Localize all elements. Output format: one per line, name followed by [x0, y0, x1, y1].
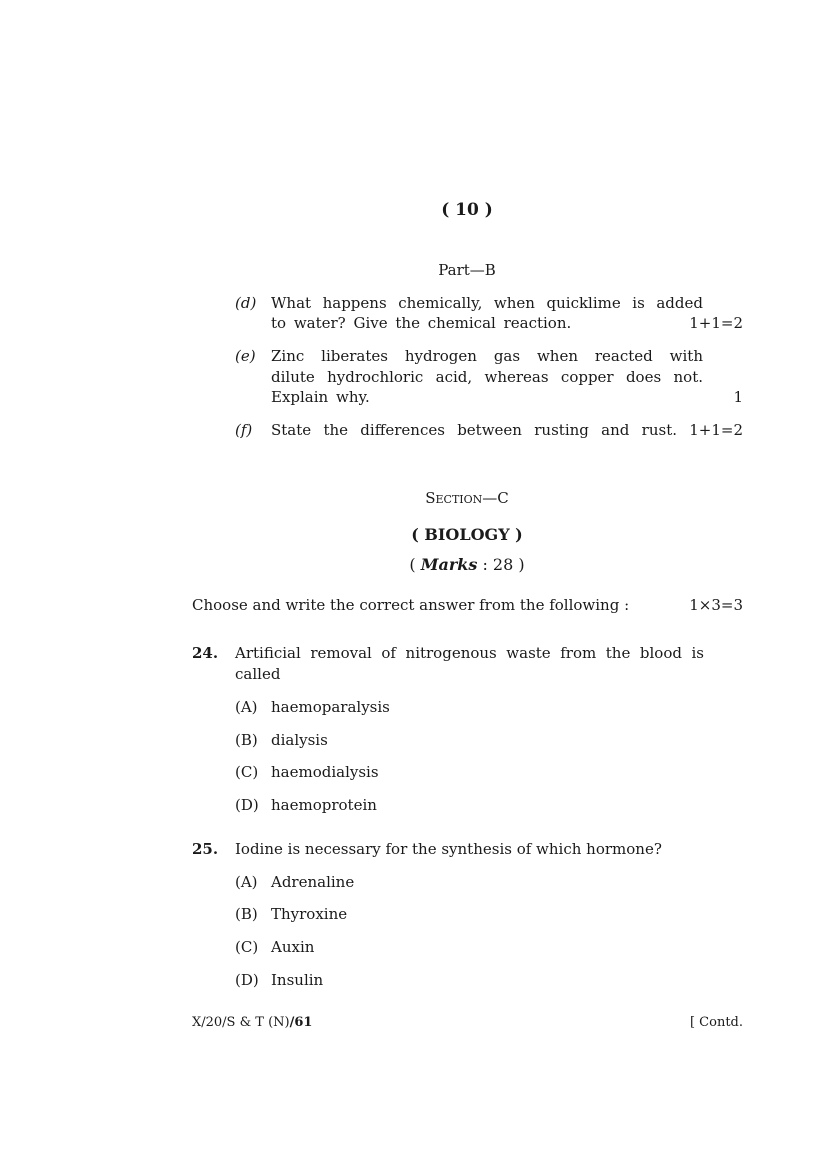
item-marks: 1: [733, 388, 743, 406]
option-label: (B): [235, 905, 258, 923]
question-number: 25.: [192, 840, 219, 858]
marks-value: : 28 ): [482, 555, 525, 574]
instruction-marks: 1×3=3: [689, 596, 743, 614]
question-text-line: called: [235, 665, 281, 683]
option-text: Adrenaline: [271, 873, 355, 891]
item-label: (d): [235, 294, 257, 312]
option-text: Auxin: [271, 938, 315, 956]
option-text: haemoparalysis: [271, 698, 390, 716]
item-text-line: Explain why.: [271, 388, 370, 406]
item-label: (f): [235, 421, 253, 439]
instruction: Choose and write the correct answer from the following :: [192, 596, 630, 614]
option-label: (A): [235, 873, 258, 891]
question-number: 24.: [192, 644, 219, 662]
option-text: haemoprotein: [271, 796, 377, 814]
option-text: Thyroxine: [271, 905, 348, 923]
item-text-line: to water? Give the chemical reaction.: [271, 314, 572, 332]
question-text-line: Iodine is necessary for the synthesis of which hormone?: [235, 840, 662, 858]
option-text: dialysis: [271, 731, 328, 749]
option-label: (C): [235, 938, 259, 956]
option-text: haemodialysis: [271, 763, 379, 781]
page-number: ( 10 ): [441, 200, 493, 220]
section-title: Section—C: [425, 489, 509, 507]
option-label: (A): [235, 698, 258, 716]
marks-line: ( Marks : 28 ): [409, 555, 525, 574]
question-text-line: Artificial removal of nitrogenous waste from the blood is: [235, 644, 704, 662]
option-text: Insulin: [271, 971, 324, 989]
option-label: (B): [235, 731, 258, 749]
item-label: (e): [235, 347, 256, 365]
subject-title: ( BIOLOGY ): [411, 525, 523, 544]
item-text-line: State the differences between rusting and rust.: [271, 421, 677, 439]
option-label: (C): [235, 763, 259, 781]
option-label: (D): [235, 796, 259, 814]
continued-note: [ Contd.: [689, 1015, 743, 1030]
option-label: (D): [235, 971, 259, 989]
item-text-line: What happens chemically, when quicklime is added: [271, 294, 703, 312]
item-text-line: dilute hydrochloric acid, whereas copper does not.: [271, 368, 703, 386]
marks-label: Marks: [420, 555, 478, 574]
item-marks: 1+1=2: [689, 421, 743, 439]
item-marks: 1+1=2: [689, 314, 743, 332]
part-title: Part—B: [438, 261, 496, 279]
item-text-line: Zinc liberates hydrogen gas when reacted with: [271, 347, 703, 365]
paper-code: X/20/S & T (N)/61: [192, 1015, 313, 1030]
